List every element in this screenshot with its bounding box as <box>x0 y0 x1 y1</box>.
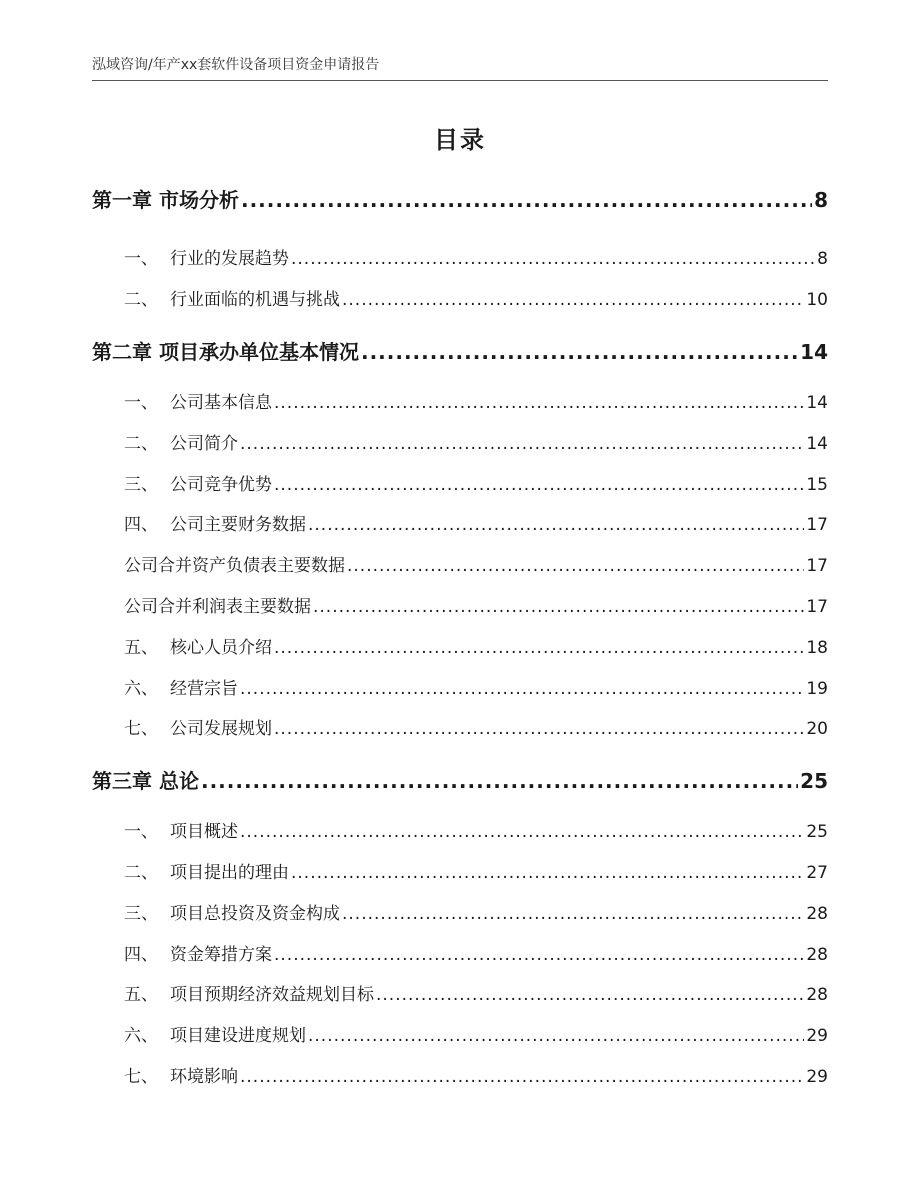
toc-leader-dots <box>274 393 804 413</box>
toc-page-number: 19 <box>806 679 828 699</box>
toc-chapter-entry[interactable] <box>92 765 828 794</box>
toc-entry-label <box>124 674 238 699</box>
toc-entry-label <box>124 470 272 495</box>
toc-entry-title: 经营宗旨 <box>170 679 238 699</box>
toc-leader-dots <box>347 556 804 576</box>
toc-entry-title: 公司简介 <box>170 434 238 454</box>
toc-entry-label <box>124 285 340 310</box>
toc-entry-number: 一、 <box>124 393 158 413</box>
toc-leader-dots <box>241 188 812 212</box>
toc-section-entry[interactable] <box>92 1062 828 1087</box>
toc-leader-dots <box>240 822 804 842</box>
toc-page-number: 20 <box>806 719 828 739</box>
toc-entry-number: 五、 <box>124 638 158 658</box>
toc-entry-label <box>124 633 272 658</box>
toc-entry-title: 核心人员介绍 <box>170 638 272 658</box>
toc-leader-dots <box>240 679 804 699</box>
toc-entry-number: 二、 <box>124 434 158 454</box>
toc-section-entry[interactable] <box>92 592 828 617</box>
toc-page-number: 14 <box>806 434 828 454</box>
toc-entry-title: 公司竞争优势 <box>170 475 272 495</box>
toc-entry-number: 六、 <box>124 1026 158 1046</box>
toc-entry-number: 三、 <box>124 475 158 495</box>
toc-section-entry[interactable] <box>92 940 828 965</box>
toc-leader-dots <box>274 945 804 965</box>
toc-entry-number: 四、 <box>124 515 158 535</box>
toc-page-number: 14 <box>806 393 828 413</box>
toc-page-number: 28 <box>806 985 828 1005</box>
toc-chapter-entry[interactable] <box>92 336 828 365</box>
toc-page-number: 25 <box>806 822 828 842</box>
toc-leader-dots <box>291 863 804 883</box>
toc-page-number: 17 <box>806 597 828 617</box>
toc-section-entry[interactable] <box>92 714 828 739</box>
toc-entry-title: 项目预期经济效益规划目标 <box>170 985 374 1005</box>
toc-section-entry[interactable] <box>92 899 828 924</box>
toc-chapter-entry[interactable] <box>92 184 828 213</box>
toc-section-entry[interactable] <box>92 633 828 658</box>
toc-leader-dots <box>240 434 804 454</box>
toc-entry-label <box>124 510 306 535</box>
toc-section-entry[interactable] <box>92 388 828 413</box>
running-header: 泓域咨询/年产xx套软件设备项目资金申请报告 <box>92 57 380 73</box>
toc-entry-label <box>124 980 374 1005</box>
toc-entry-number: 一、 <box>124 822 158 842</box>
toc-entry-title: 项目概述 <box>170 822 238 842</box>
toc-entry-number: 四、 <box>124 945 158 965</box>
toc-entry-number: 五、 <box>124 985 158 1005</box>
toc-entry-label <box>124 1021 306 1046</box>
toc-entry-title: 第三章 总论 <box>92 769 199 793</box>
toc-leader-dots <box>308 515 804 535</box>
toc-entry-label <box>124 1062 238 1087</box>
toc-entry-title: 公司合并利润表主要数据 <box>124 597 311 617</box>
toc-page-number: 28 <box>806 945 828 965</box>
toc-section-entry[interactable] <box>92 510 828 535</box>
toc-page-number: 10 <box>806 290 828 310</box>
toc-leader-dots <box>342 290 804 310</box>
toc-page-number: 29 <box>806 1067 828 1087</box>
toc-entry-label <box>124 817 238 842</box>
toc-page-number: 29 <box>806 1026 828 1046</box>
toc-section-entry[interactable] <box>92 858 828 883</box>
toc-entry-label <box>124 429 238 454</box>
header-rule <box>92 80 828 81</box>
toc-entry-label <box>124 899 340 924</box>
toc-entry-label <box>124 940 272 965</box>
toc-page-number: 25 <box>800 769 828 793</box>
toc-page-number: 27 <box>806 863 828 883</box>
toc-section-entry[interactable] <box>92 1021 828 1046</box>
toc-entry-label <box>92 336 359 365</box>
toc-entry-title: 行业的发展趋势 <box>170 249 289 269</box>
toc-entry-title: 项目总投资及资金构成 <box>170 904 340 924</box>
toc-page-number: 18 <box>806 638 828 658</box>
toc-section-entry[interactable] <box>92 429 828 454</box>
toc-page-number: 17 <box>806 556 828 576</box>
toc-page-number: 8 <box>814 188 828 212</box>
toc-entry-title: 项目建设进度规划 <box>170 1026 306 1046</box>
toc-entry-label <box>124 388 272 413</box>
toc-entry-title: 环境影响 <box>170 1067 238 1087</box>
toc-entry-label <box>124 858 289 883</box>
toc-section-entry[interactable] <box>92 817 828 842</box>
toc-section-entry[interactable] <box>92 674 828 699</box>
toc-entry-title: 公司主要财务数据 <box>170 515 306 535</box>
toc-page-number: 14 <box>800 340 828 364</box>
toc-entry-label <box>124 551 345 576</box>
toc-leader-dots <box>274 475 804 495</box>
toc-entry-title: 公司合并资产负债表主要数据 <box>124 556 345 576</box>
toc-entry-number: 二、 <box>124 863 158 883</box>
toc-entry-number: 七、 <box>124 719 158 739</box>
toc-entry-title: 公司发展规划 <box>170 719 272 739</box>
toc-leader-dots <box>201 769 798 793</box>
toc-page-number: 15 <box>806 475 828 495</box>
toc-entry-number: 六、 <box>124 679 158 699</box>
toc-entry-number: 三、 <box>124 904 158 924</box>
toc-entry-label <box>124 244 289 269</box>
toc-leader-dots <box>274 719 804 739</box>
toc-entry-label <box>124 592 311 617</box>
toc-entry-title: 行业面临的机遇与挑战 <box>170 290 340 310</box>
toc-entry-title: 项目提出的理由 <box>170 863 289 883</box>
toc-leader-dots <box>376 985 804 1005</box>
page-title: 目录 <box>434 126 486 154</box>
toc-section-entry[interactable] <box>92 244 828 269</box>
toc-entry-label <box>92 184 239 213</box>
toc-entry-title: 第二章 项目承办单位基本情况 <box>92 340 359 364</box>
toc-section-entry[interactable] <box>92 551 828 576</box>
toc-entry-title: 第一章 市场分析 <box>92 188 239 212</box>
toc-entry-label <box>92 765 199 794</box>
toc-section-entry[interactable] <box>92 980 828 1005</box>
toc-leader-dots <box>361 340 798 364</box>
toc-section-entry[interactable] <box>92 470 828 495</box>
toc-leader-dots <box>274 638 804 658</box>
toc-page-number: 17 <box>806 515 828 535</box>
toc-entry-number: 七、 <box>124 1067 158 1087</box>
toc-leader-dots <box>240 1067 804 1087</box>
toc-entry-number: 二、 <box>124 290 158 310</box>
toc-entry-title: 公司基本信息 <box>170 393 272 413</box>
toc-section-entry[interactable] <box>92 285 828 310</box>
toc-entry-label <box>124 714 272 739</box>
toc-leader-dots <box>313 597 804 617</box>
toc-leader-dots <box>291 249 815 269</box>
toc-entry-number: 一、 <box>124 249 158 269</box>
toc-leader-dots <box>308 1026 804 1046</box>
toc-page-number: 28 <box>806 904 828 924</box>
toc-page-number: 8 <box>817 249 828 269</box>
toc-leader-dots <box>342 904 804 924</box>
toc-entry-title: 资金筹措方案 <box>170 945 272 965</box>
